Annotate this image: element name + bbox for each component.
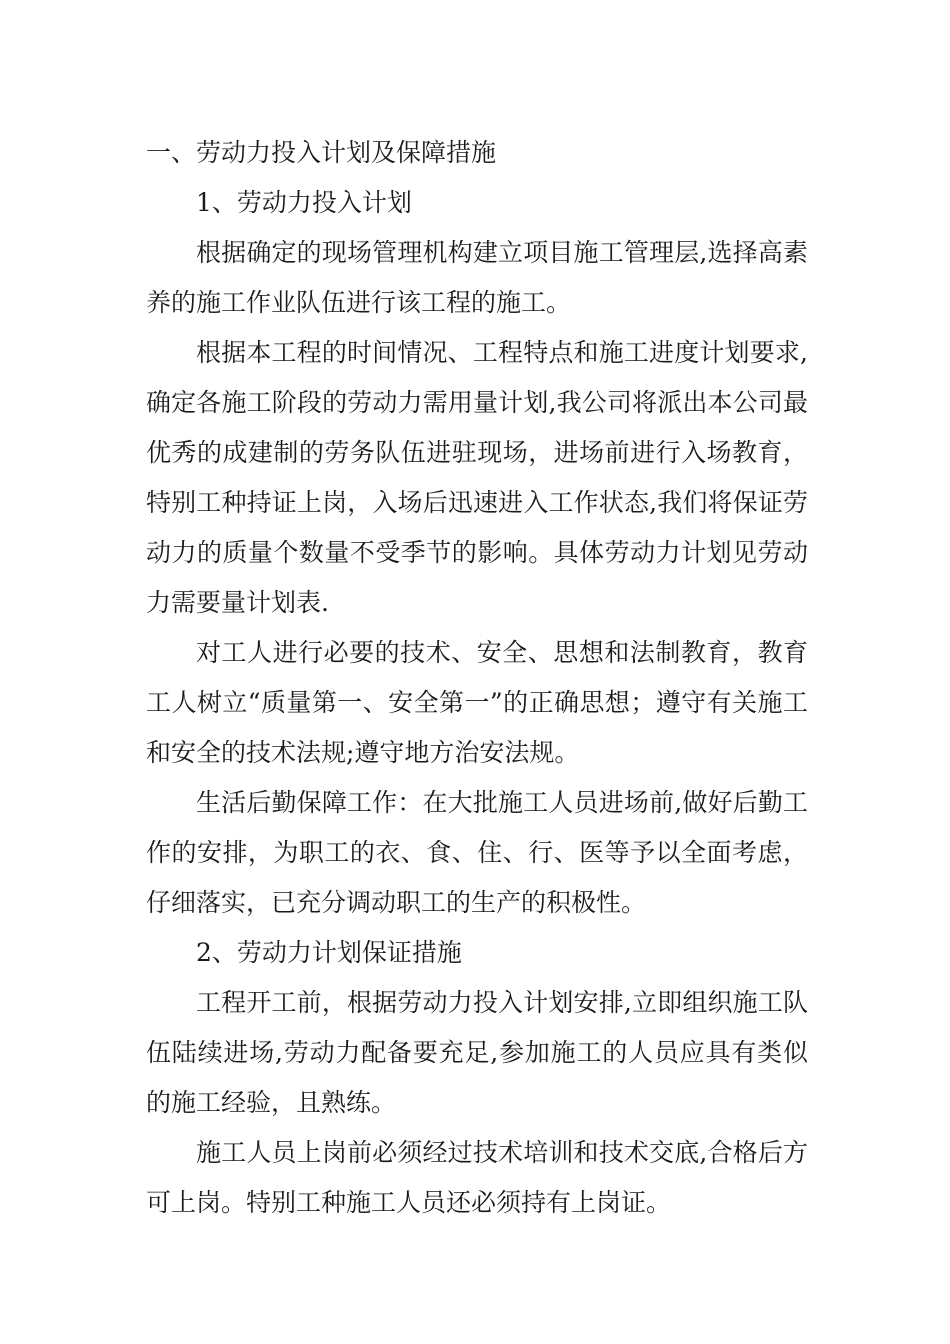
paragraph-training: 施工人员上岗前必须经过技术培训和技术交底,合格后方可上岗。特别工种施工人员还必须持有上岗证。 xyxy=(146,1138,808,1217)
section-title-labor-plan: 1、劳动力投入计划 xyxy=(196,188,412,217)
paragraph-logistics-support: 生活后勤保障工作：在大批施工人员进场前,做好后勤工作的安排，为职工的衣、食、住、行、医等予以全面考虑，仔细落实，已充分调动职工的生产的积极性。 xyxy=(146,788,808,917)
paragraph-worker-education: 对工人进行必要的技术、安全、思想和法制教育，教育工人树立“质量第一、安全第一”的正确思想；遵守有关施工和安全的技术法规;遵守地方治安法规。 xyxy=(146,638,808,767)
paragraph-labor-demand: 根据本工程的时间情况、工程特点和施工进度计划要求,确定各施工阶段的劳动力需用量计划,我公司将派出本公司最优秀的成建制的劳务队伍进驻现场，进场前进行入场教育，特别工种持证上岗，入场后迅速进入工作状态,我们将保证劳动力的质量个数量不受季节的影响。具体劳动力计划见劳动力需要量计划表. xyxy=(146,338,808,617)
section-title-labor-guarantee: 2、劳动力计划保证措施 xyxy=(196,938,462,967)
paragraph-management-team: 根据确定的现场管理机构建立项目施工管理层,选择高素养的施工作业队伍进行该工程的施工。 xyxy=(146,238,808,317)
paragraph-pre-construction: 工程开工前，根据劳动力投入计划安排,立即组织施工队伍陆续进场,劳动力配备要充足,参加施工的人员应具有类似的施工经验，且熟练。 xyxy=(146,988,808,1117)
document-heading: 一、劳动力投入计划及保障措施 xyxy=(146,138,497,167)
document-page xyxy=(146,128,808,1228)
